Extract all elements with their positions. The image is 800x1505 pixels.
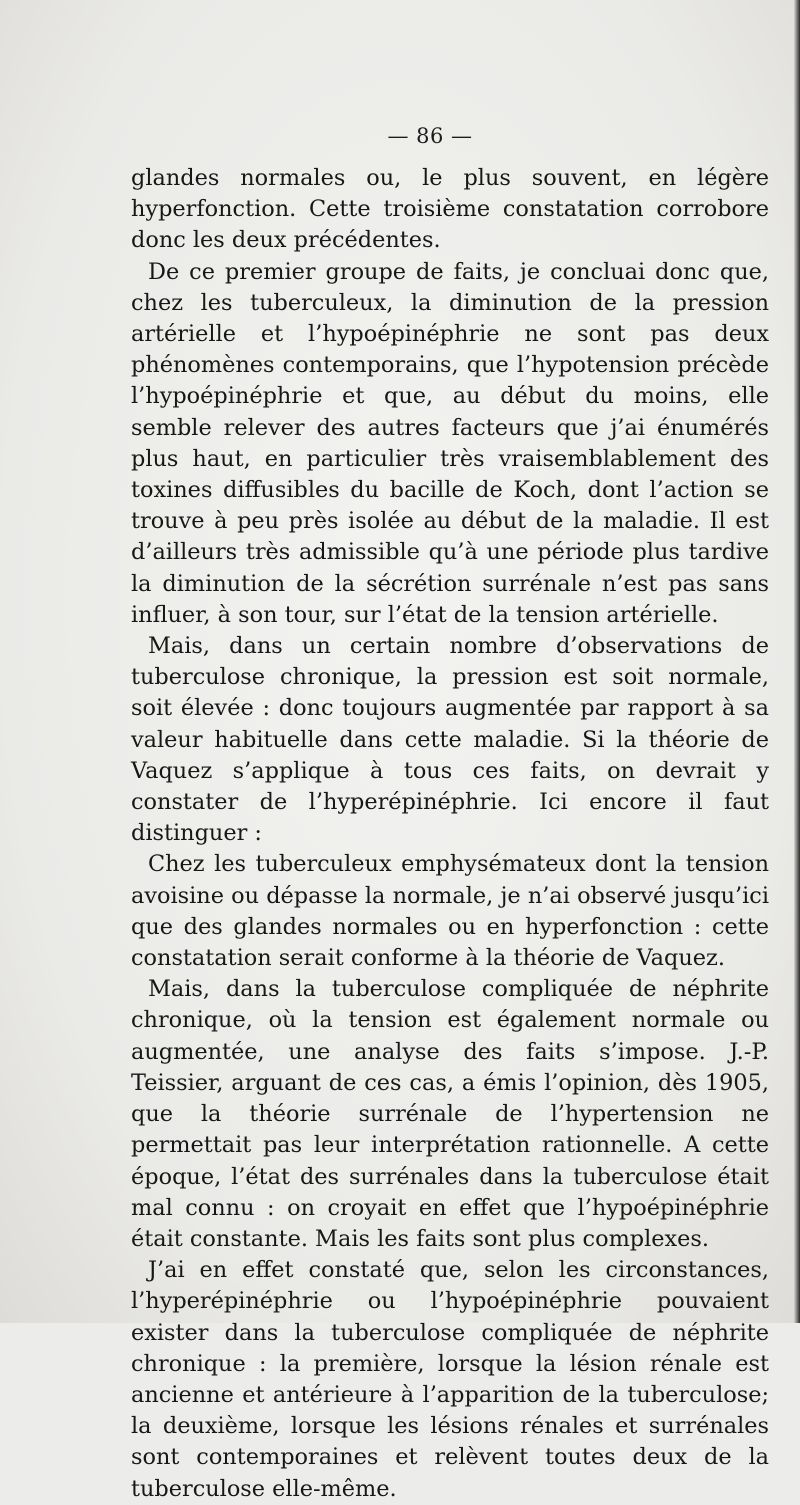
paragraph: Chez les tuberculeux emphysémateux dont la tension avoisine ou dépasse la normale, je n’ai observé jusqu’ici que des glandes normales ou en hyperfonction : cette constatation serait conforme à la théorie de Vaquez. <box>131 851 769 972</box>
body-text <box>131 163 769 1505</box>
paragraph-continuation: glandes normales ou, le plus souvent, en légère hyperfonction. Cette troisième constatation corrobore donc les deux précédentes. <box>131 165 769 254</box>
paragraph: J’ai en effet constaté que, selon les circonstances, l’hyperépinéphrie ou l’hypoépinéphrie pouvaient exister dans la tuberculose compliquée de néphrite chronique : la première, lorsque la lésion rénale est ancienne et antérieure à l’apparition de la tuberculose; la deuxième, lorsque les lésions rénales et surrénales sont contemporaines et relèvent toutes deux de la tuberculose elle-même. <box>131 1257 769 1502</box>
paragraph: Mais, dans un certain nombre d’observations de tuberculose chronique, la pression est soit normale, soit élevée : donc toujours augmentée par rapport à sa valeur habituelle dans cette maladie. Si la théorie de Vaquez s’applique à tous ces faits, on devrait y constater de l’hyperépinéphrie. Ici encore il faut distinguer : <box>131 633 769 847</box>
page-edge-shadow <box>794 0 800 1323</box>
page-number: — 86 — <box>387 124 473 148</box>
paragraph: Mais, dans la tuberculose compliquée de néphrite chronique, où la tension est également normale ou augmentée, une analyse des faits s’impose. J.-P. Teissier, arguant de ces cas, a émis l’opinion, dès 1905, que la théorie surrénale de l’hypertension ne permettait pas leur interprétation rationnelle. A cette époque, l’état des surrénales dans la tuberculose était mal connu : on croyait en effet que l’hypoépinéphrie était constante. Mais les faits sont plus complexes. <box>131 976 769 1252</box>
paragraph: De ce premier groupe de faits, je concluai donc que, chez les tuberculeux, la diminution de la pression artérielle et l’hypoépinéphrie ne sont pas deux phénomènes contemporains, que l’hypotension précède l’hypoépinéphrie et que, au début du moins, elle semble relever des autres facteurs que j’ai énumérés plus haut, en particulier très vraisemblablement des toxines diffusibles du bacille de Koch, dont l’action se trouve à peu près isolée au début de la maladie. Il est d’ailleurs très admissible qu’à une période plus tardive la diminution de la sécrétion surrénale n’est pas sans influer, à son tour, sur l’état de la tension artérielle. <box>131 258 769 628</box>
